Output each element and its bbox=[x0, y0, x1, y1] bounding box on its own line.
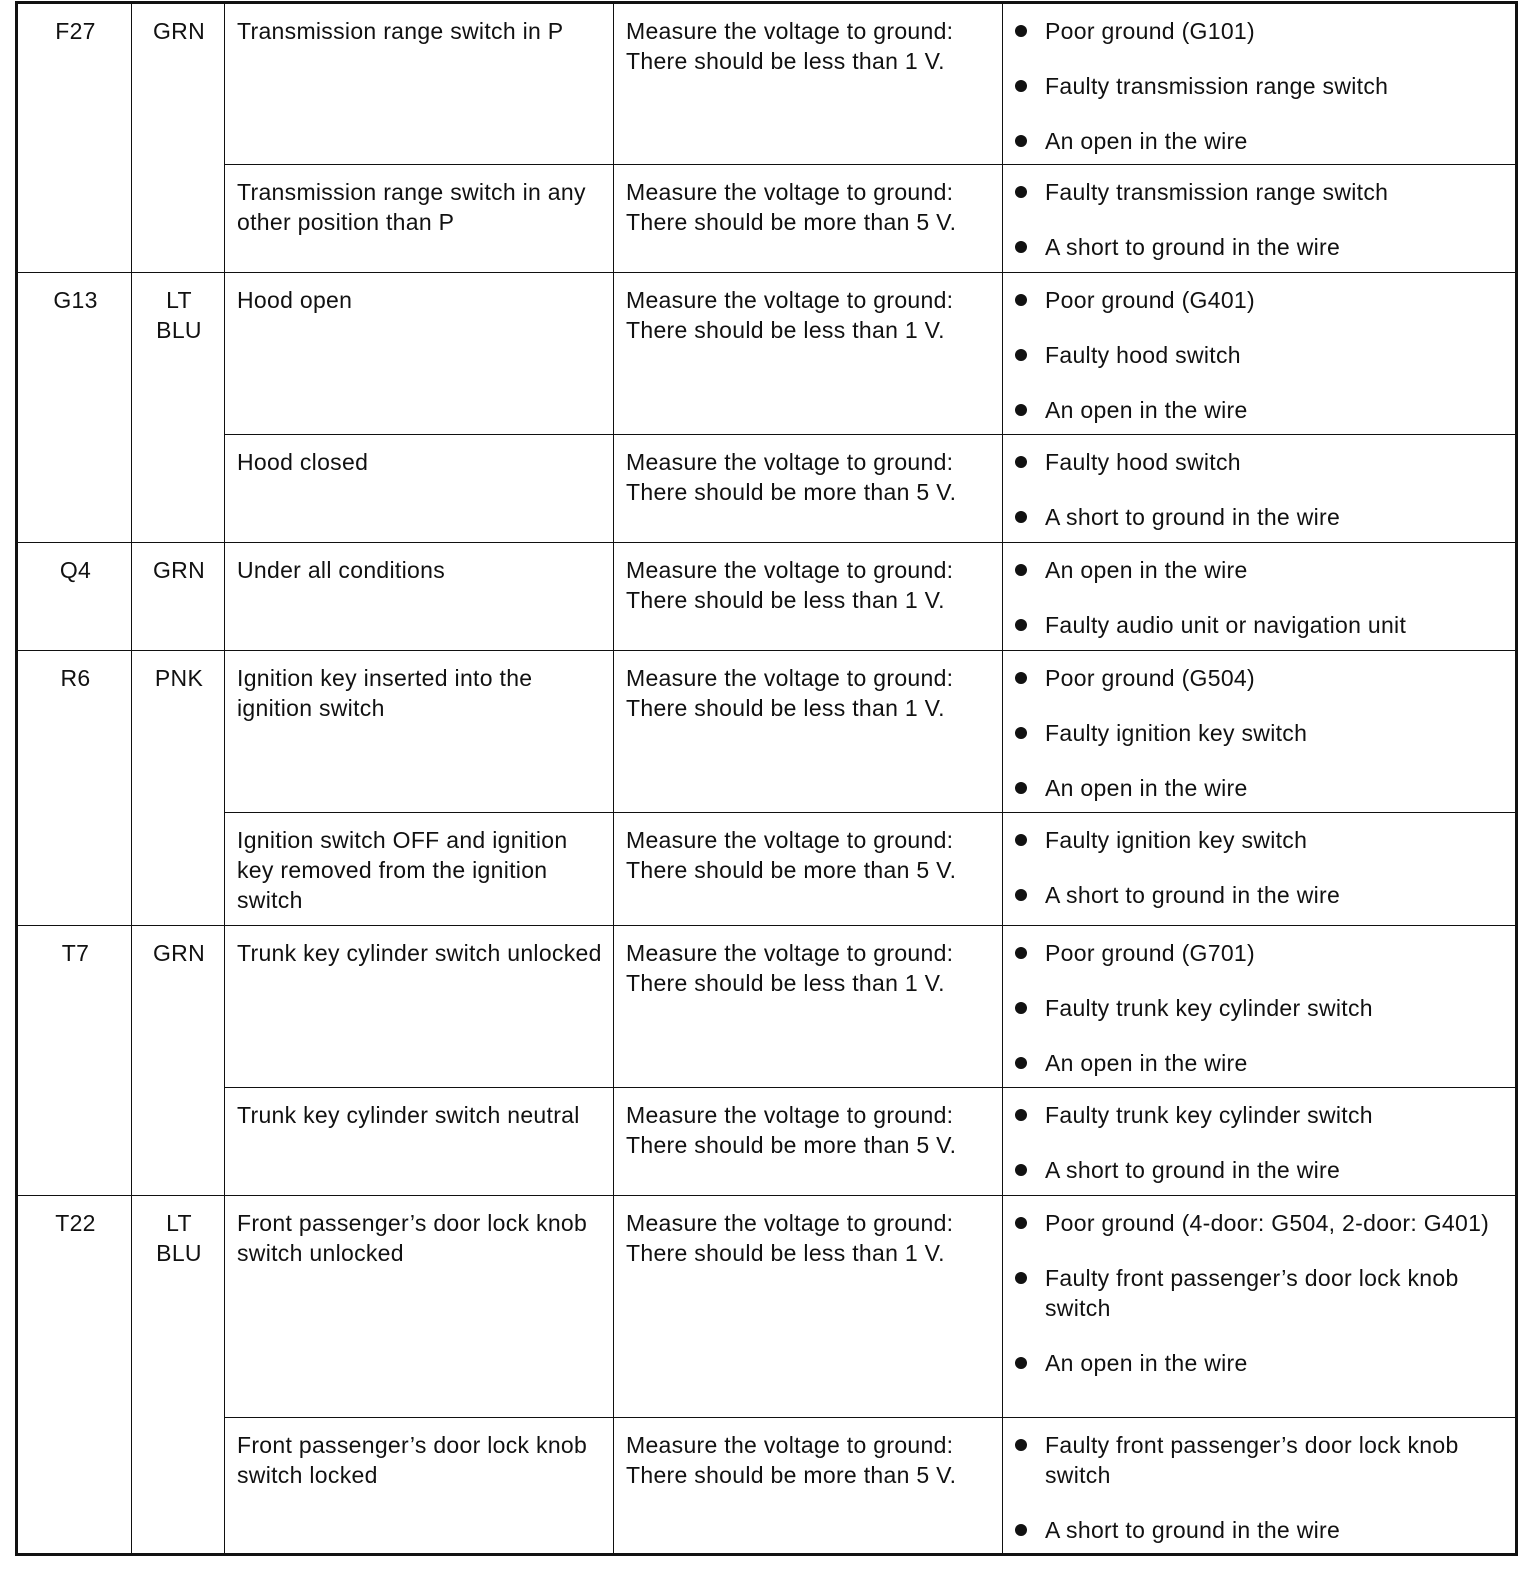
test-text: There should be less than 1 V. bbox=[626, 48, 945, 74]
wire-color-cell bbox=[132, 3, 225, 273]
list-item bbox=[1015, 663, 1505, 693]
cause-text: A short to ground in the wire bbox=[1045, 234, 1341, 260]
bullet-icon bbox=[1015, 511, 1027, 523]
bullet-icon bbox=[1015, 1164, 1027, 1176]
wire-color-cell bbox=[132, 543, 225, 651]
possible-causes-list bbox=[1015, 938, 1505, 1078]
list-item bbox=[1015, 1208, 1505, 1238]
bullet-icon bbox=[1015, 80, 1027, 92]
cause-text: Faulty trunk key cylinder switch bbox=[1045, 995, 1373, 1021]
cause-text: Faulty trunk key cylinder switch bbox=[1045, 1102, 1373, 1128]
list-item bbox=[1015, 177, 1505, 207]
wire-color-cell bbox=[132, 926, 225, 1196]
cause-text: Faulty front passenger’s door lock knob switch bbox=[1045, 1265, 1459, 1321]
possible-causes-cell bbox=[1003, 1418, 1517, 1555]
terminal-number: Q4 bbox=[59, 557, 92, 583]
table-row bbox=[17, 1418, 1517, 1555]
test-cell bbox=[614, 813, 1003, 926]
possible-causes-list bbox=[1015, 663, 1505, 803]
wire-color: GRN bbox=[152, 940, 205, 966]
cause-text: Faulty ignition key switch bbox=[1045, 827, 1308, 853]
list-item bbox=[1015, 340, 1505, 370]
list-item bbox=[1015, 938, 1505, 968]
cause-text: Poor ground (G401) bbox=[1045, 287, 1255, 313]
bullet-icon bbox=[1015, 889, 1027, 901]
cause-text: Faulty transmission range switch bbox=[1045, 179, 1389, 205]
bullet-icon bbox=[1015, 404, 1027, 416]
test-text: Measure the voltage to ground: bbox=[626, 1432, 954, 1458]
wire-color-cell bbox=[132, 273, 225, 543]
test-cell bbox=[614, 1088, 1003, 1196]
condition-text: Under all conditions bbox=[237, 557, 446, 583]
cause-text: Poor ground (G504) bbox=[1045, 665, 1255, 691]
bullet-icon bbox=[1015, 1524, 1027, 1536]
bullet-icon bbox=[1015, 672, 1027, 684]
test-text: Measure the voltage to ground: bbox=[626, 179, 954, 205]
cause-text: An open in the wire bbox=[1045, 397, 1248, 423]
terminal-cell bbox=[17, 1196, 132, 1555]
test-text: Measure the voltage to ground: bbox=[626, 665, 954, 691]
test-cell bbox=[614, 273, 1003, 435]
condition-cell bbox=[225, 543, 614, 651]
cause-text: Poor ground (4-door: G504, 2-door: G401) bbox=[1045, 1210, 1490, 1236]
test-text: Measure the voltage to ground: bbox=[626, 287, 954, 313]
possible-causes-list bbox=[1015, 555, 1505, 640]
test-cell bbox=[614, 543, 1003, 651]
cause-text: Faulty hood switch bbox=[1045, 449, 1241, 475]
condition-cell bbox=[225, 435, 614, 543]
condition-cell bbox=[225, 273, 614, 435]
possible-causes-cell bbox=[1003, 3, 1517, 165]
table-row bbox=[17, 543, 1517, 651]
terminal-number: F27 bbox=[55, 18, 96, 44]
condition-text: Trunk key cylinder switch unlocked bbox=[237, 940, 602, 966]
possible-causes-cell bbox=[1003, 1196, 1517, 1418]
possible-causes-cell bbox=[1003, 926, 1517, 1088]
wire-color: LT BLU bbox=[156, 287, 202, 343]
bullet-icon bbox=[1015, 1217, 1027, 1229]
test-text: There should be more than 5 V. bbox=[626, 1132, 957, 1158]
list-item bbox=[1015, 610, 1505, 640]
bullet-icon bbox=[1015, 619, 1027, 631]
list-item bbox=[1015, 825, 1505, 855]
condition-text: Hood closed bbox=[237, 449, 369, 475]
list-item bbox=[1015, 1348, 1505, 1378]
cause-text: Poor ground (G701) bbox=[1045, 940, 1255, 966]
cause-text: A short to ground in the wire bbox=[1045, 882, 1341, 908]
list-item bbox=[1015, 71, 1505, 101]
condition-cell bbox=[225, 1088, 614, 1196]
test-text: Measure the voltage to ground: bbox=[626, 940, 954, 966]
bullet-icon bbox=[1015, 1439, 1027, 1451]
cause-text: Faulty audio unit or navigation unit bbox=[1045, 612, 1407, 638]
test-text: Measure the voltage to ground: bbox=[626, 827, 954, 853]
list-item bbox=[1015, 395, 1505, 425]
bullet-icon bbox=[1015, 1109, 1027, 1121]
test-cell bbox=[614, 165, 1003, 273]
table-row bbox=[17, 165, 1517, 273]
table-row bbox=[17, 435, 1517, 543]
condition-cell bbox=[225, 165, 614, 273]
condition-text: Trunk key cylinder switch neutral bbox=[237, 1102, 580, 1128]
list-item bbox=[1015, 1430, 1505, 1490]
test-text: There should be more than 5 V. bbox=[626, 857, 957, 883]
list-item bbox=[1015, 285, 1505, 315]
possible-causes-list bbox=[1015, 825, 1505, 910]
test-text: There should be more than 5 V. bbox=[626, 1462, 957, 1488]
list-item bbox=[1015, 1155, 1505, 1185]
table-row bbox=[17, 1088, 1517, 1196]
bullet-icon bbox=[1015, 834, 1027, 846]
condition-text: Ignition key inserted into the ignition switch bbox=[237, 665, 533, 721]
table-row bbox=[17, 1196, 1517, 1418]
list-item bbox=[1015, 880, 1505, 910]
wire-color-cell bbox=[132, 651, 225, 926]
test-text: There should be less than 1 V. bbox=[626, 587, 945, 613]
possible-causes-cell bbox=[1003, 273, 1517, 435]
test-text: There should be less than 1 V. bbox=[626, 970, 945, 996]
list-item bbox=[1015, 555, 1505, 585]
list-item bbox=[1015, 1515, 1505, 1545]
cause-text: Faulty hood switch bbox=[1045, 342, 1241, 368]
test-text: There should be more than 5 V. bbox=[626, 479, 957, 505]
list-item bbox=[1015, 1100, 1505, 1130]
terminal-cell bbox=[17, 926, 132, 1196]
cause-text: Faulty ignition key switch bbox=[1045, 720, 1308, 746]
test-text: Measure the voltage to ground: bbox=[626, 449, 954, 475]
condition-cell bbox=[225, 1418, 614, 1555]
bullet-icon bbox=[1015, 25, 1027, 37]
terminal-cell bbox=[17, 543, 132, 651]
condition-text: Ignition switch OFF and ignition key removed from the ignition switch bbox=[237, 827, 568, 913]
bullet-icon bbox=[1015, 1272, 1027, 1284]
test-cell bbox=[614, 1418, 1003, 1555]
list-item bbox=[1015, 993, 1505, 1023]
cause-text: A short to ground in the wire bbox=[1045, 504, 1341, 530]
possible-causes-list bbox=[1015, 1100, 1505, 1185]
table-row bbox=[17, 651, 1517, 813]
test-text: Measure the voltage to ground: bbox=[626, 1210, 954, 1236]
cause-text: An open in the wire bbox=[1045, 775, 1248, 801]
list-item bbox=[1015, 718, 1505, 748]
list-item bbox=[1015, 1263, 1505, 1323]
cause-text: A short to ground in the wire bbox=[1045, 1157, 1341, 1183]
cause-text: An open in the wire bbox=[1045, 1050, 1248, 1076]
terminal-number: T7 bbox=[61, 940, 90, 966]
condition-text: Transmission range switch in P bbox=[237, 18, 564, 44]
condition-text: Front passenger’s door lock knob switch locked bbox=[237, 1432, 588, 1488]
condition-text: Transmission range switch in any other position than P bbox=[237, 179, 586, 235]
bullet-icon bbox=[1015, 564, 1027, 576]
cause-text: A short to ground in the wire bbox=[1045, 1517, 1341, 1543]
bullet-icon bbox=[1015, 349, 1027, 361]
bullet-icon bbox=[1015, 1357, 1027, 1369]
cause-text: An open in the wire bbox=[1045, 1350, 1248, 1376]
wire-color-cell bbox=[132, 1196, 225, 1555]
test-text: Measure the voltage to ground: bbox=[626, 1102, 954, 1128]
test-text: Measure the voltage to ground: bbox=[626, 557, 954, 583]
bullet-icon bbox=[1015, 1057, 1027, 1069]
list-item bbox=[1015, 126, 1505, 156]
test-text: Measure the voltage to ground: bbox=[626, 18, 954, 44]
bullet-icon bbox=[1015, 241, 1027, 253]
table-row bbox=[17, 3, 1517, 165]
condition-cell bbox=[225, 1196, 614, 1418]
test-cell bbox=[614, 926, 1003, 1088]
terminal-number: T22 bbox=[55, 1210, 96, 1236]
terminal-number: R6 bbox=[60, 665, 91, 691]
test-cell bbox=[614, 435, 1003, 543]
condition-cell bbox=[225, 813, 614, 926]
bullet-icon bbox=[1015, 456, 1027, 468]
terminal-cell bbox=[17, 3, 132, 273]
cause-text: Faulty transmission range switch bbox=[1045, 73, 1389, 99]
list-item bbox=[1015, 1048, 1505, 1078]
possible-causes-cell bbox=[1003, 813, 1517, 926]
test-cell bbox=[614, 3, 1003, 165]
list-item bbox=[1015, 16, 1505, 46]
bullet-icon bbox=[1015, 186, 1027, 198]
condition-cell bbox=[225, 651, 614, 813]
list-item bbox=[1015, 773, 1505, 803]
possible-causes-list bbox=[1015, 177, 1505, 262]
possible-causes-list bbox=[1015, 1430, 1505, 1545]
test-text: There should be less than 1 V. bbox=[626, 695, 945, 721]
possible-causes-list bbox=[1015, 447, 1505, 532]
possible-causes-cell bbox=[1003, 651, 1517, 813]
possible-causes-list bbox=[1015, 285, 1505, 425]
condition-cell bbox=[225, 3, 614, 165]
condition-text: Hood open bbox=[237, 287, 353, 313]
test-text: There should be less than 1 V. bbox=[626, 317, 945, 343]
condition-cell bbox=[225, 926, 614, 1088]
test-cell bbox=[614, 1196, 1003, 1418]
cause-text: Poor ground (G101) bbox=[1045, 18, 1255, 44]
possible-causes-cell bbox=[1003, 1088, 1517, 1196]
test-text: There should be less than 1 V. bbox=[626, 1240, 945, 1266]
terminal-cell bbox=[17, 273, 132, 543]
cause-text: An open in the wire bbox=[1045, 128, 1248, 154]
diagnostic-table bbox=[15, 1, 1518, 1556]
table-row bbox=[17, 926, 1517, 1088]
wire-color: GRN bbox=[152, 18, 205, 44]
list-item bbox=[1015, 232, 1505, 262]
list-item bbox=[1015, 447, 1505, 477]
cause-text: An open in the wire bbox=[1045, 557, 1248, 583]
possible-causes-cell bbox=[1003, 165, 1517, 273]
list-item bbox=[1015, 502, 1505, 532]
bullet-icon bbox=[1015, 294, 1027, 306]
possible-causes-cell bbox=[1003, 435, 1517, 543]
terminal-cell bbox=[17, 651, 132, 926]
wire-color: PNK bbox=[154, 665, 204, 691]
bullet-icon bbox=[1015, 947, 1027, 959]
table-row bbox=[17, 813, 1517, 926]
cause-text: Faulty front passenger’s door lock knob switch bbox=[1045, 1432, 1459, 1488]
test-text: There should be more than 5 V. bbox=[626, 209, 957, 235]
possible-causes-list bbox=[1015, 1208, 1505, 1378]
condition-text: Front passenger’s door lock knob switch unlocked bbox=[237, 1210, 588, 1266]
bullet-icon bbox=[1015, 135, 1027, 147]
diagnostic-table-body bbox=[17, 3, 1517, 1555]
terminal-number: G13 bbox=[53, 287, 98, 313]
possible-causes-cell bbox=[1003, 543, 1517, 651]
possible-causes-list bbox=[1015, 16, 1505, 156]
bullet-icon bbox=[1015, 782, 1027, 794]
test-cell bbox=[614, 651, 1003, 813]
table-row bbox=[17, 273, 1517, 435]
bullet-icon bbox=[1015, 727, 1027, 739]
wire-color: GRN bbox=[152, 557, 205, 583]
wire-color: LT BLU bbox=[156, 1210, 202, 1266]
bullet-icon bbox=[1015, 1002, 1027, 1014]
